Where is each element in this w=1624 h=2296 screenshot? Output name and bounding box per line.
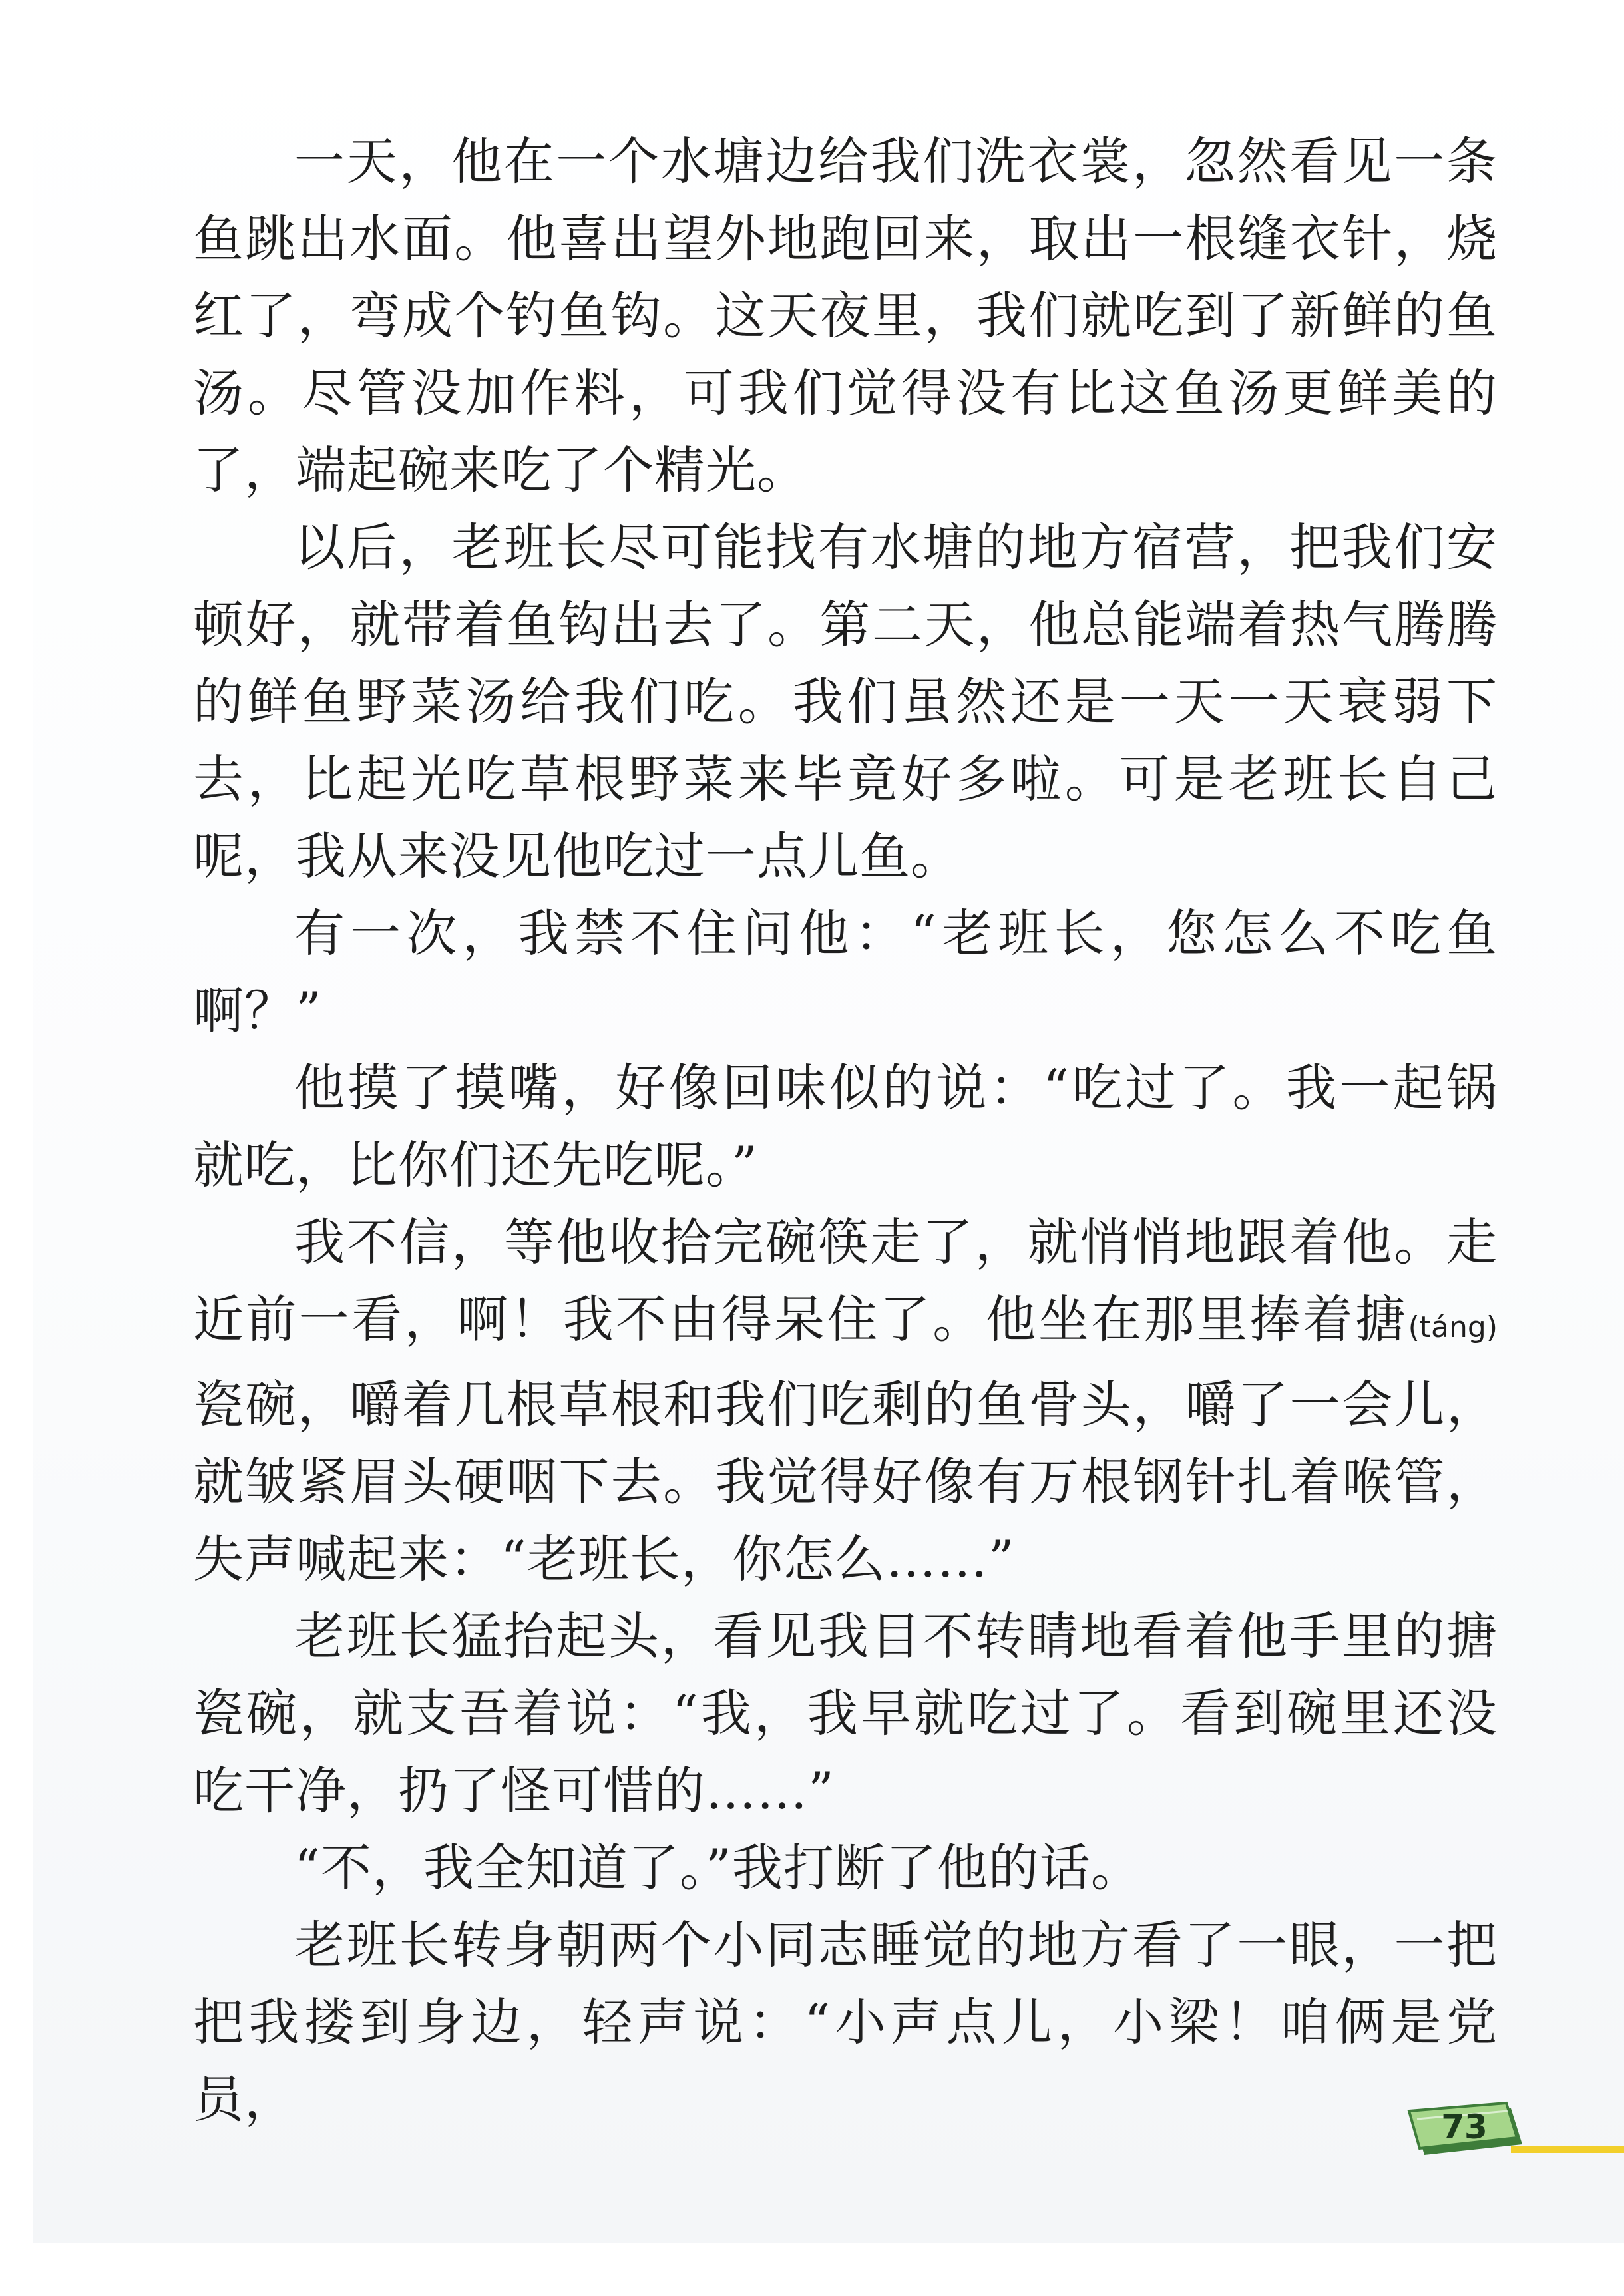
paragraph-8: 老班长转身朝两个小同志睡觉的地方看了一眼，一把把我搂到身边，轻声说：“小声点儿，小梁！咱俩是党员， (193, 1915, 1498, 2129)
paragraph-5 (193, 1204, 1498, 1598)
paragraph-3: 有一次，我禁不住问他：“老班长，您怎么不吃鱼啊？” (193, 904, 1498, 1040)
page-number: 73 (1441, 2108, 1488, 2146)
pinyin-annotation: (táng) (1408, 1310, 1498, 1344)
paragraph-5-text-after: 瓷碗，嚼着几根草根和我们吃剩的鱼骨头，嚼了一会儿，就皱紧眉头硬咽下去。我觉得好像有万根钢针扎着喉管，失声喊起来：“老班长，你怎么……” (193, 1375, 1498, 1589)
body-text (193, 123, 1498, 2138)
paragraph-4: 他摸了摸嘴，好像回味似的说：“吃过了。我一起锅就吃，比你们还先吃呢。” (193, 1058, 1498, 1195)
paragraph-6: 老班长猛抬起头，看见我目不转睛地看着他手里的搪瓷碗，就支吾着说：“我，我早就吃过了。看到碗里还没吃干净，扔了怪可惜的……” (193, 1607, 1498, 1820)
paragraph-7: “不，我全知道了。”我打断了他的话。 (294, 1838, 1142, 1897)
paragraph-2: 以后，老班长尽可能找有水塘的地方宿营，把我们安顿好，就带着鱼钩出去了。第二天，他总能端着热气腾腾的鲜鱼野菜汤给我们吃。我们虽然还是一天一天衰弱下去，比起光吃草根野菜来毕竟好多啦。可是老班长自己呢，我从来没见他吃过一点儿鱼。 (193, 518, 1498, 886)
page-number-accent-line (1511, 2146, 1624, 2153)
page-bottom-margin (0, 2243, 1624, 2296)
paragraph-5-text-before: 我不信，等他收拾完碗筷走了，就悄悄地跟着他。走近前一看，啊！我不由得呆住了。他坐在那里捧着搪 (193, 1213, 1498, 1349)
paragraph-1: 一天，他在一个水塘边给我们洗衣裳，忽然看见一条鱼跳出水面。他喜出望外地跑回来，取出一根缝衣针，烧红了，弯成个钓鱼钩。这天夜里，我们就吃到了新鲜的鱼汤。尽管没加作料，可我们觉得没有比这鱼汤更鲜美的了，端起碗来吃了个精光。 (193, 132, 1498, 500)
textbook-page (33, 0, 1624, 2243)
